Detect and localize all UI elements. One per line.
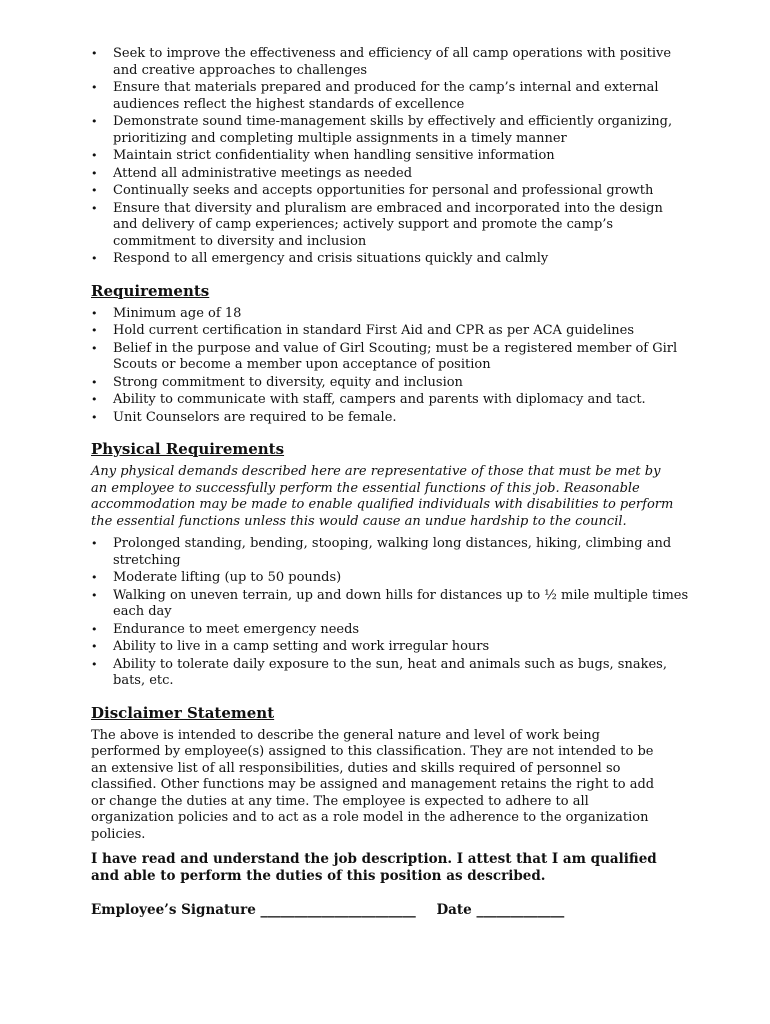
list-item: • Attend all administrative meetings as needed — [91, 165, 413, 181]
bullet-icon: • — [91, 47, 98, 60]
list-item: • Strong commitment to diversity, equity and inclusion — [91, 374, 463, 390]
physical-requirements-list — [91, 536, 691, 690]
list-item: • Ensure that materials prepared and produced for the camp’s internal and external audiences reflect the highest standards of excellence — [91, 80, 659, 112]
bullet-icon: • — [91, 306, 98, 320]
bullet-icon: • — [91, 201, 98, 215]
bullet-icon: • — [91, 166, 98, 180]
requirements-list — [91, 306, 691, 427]
physical-requirements-intro: Any physical demands described here are representative of those that must be met by an employee to successfully perform the essential functions of this job. Reasonable accommodation may be made to enable qualified individuals with disabilities to perform the essential functions unless this would cause an undue hardship to the council. — [91, 464, 674, 529]
list-item: • Unit Counselors are required to be female. — [91, 409, 397, 425]
bullet-icon: • — [91, 571, 98, 584]
list-item: • Walking on uneven terrain, up and down hills for distances up to ½ mile multiple times each day — [91, 587, 689, 619]
list-item: • Moderate lifting (up to 50 pounds) — [91, 570, 342, 585]
bullet-icon: • — [91, 184, 98, 197]
date-line[interactable]: _____________ — [476, 902, 565, 918]
list-item: • Demonstrate sound time-management skills by effectively and efficiently organizing, prioritizing and completing multiple assignments in a timely manner — [91, 114, 673, 146]
list-item: • Minimum age of 18 — [91, 305, 242, 321]
physical-requirements-heading: Physical Requirements — [91, 440, 285, 458]
disclaimer-heading: Disclaimer Statement — [91, 703, 275, 722]
bullet-icon: • — [91, 640, 98, 653]
date-label: Date — [436, 902, 472, 918]
bullet-icon: • — [91, 115, 98, 128]
bullet-icon: • — [91, 410, 98, 424]
bullet-icon: • — [91, 622, 98, 636]
bullet-icon: • — [91, 588, 98, 602]
list-item: • Hold current certification in standard First Aid and CPR as per ACA guidelines — [91, 323, 634, 338]
duties-list — [91, 46, 691, 268]
list-item: • Respond to all emergency and crisis situations quickly and calmly — [91, 251, 549, 266]
list-item: • Continually seeks and accepts opportunities for personal and professional growth — [91, 183, 654, 198]
list-item: • Ability to tolerate daily exposure to the sun, heat and animals such as bugs, snakes, bats, etc. — [91, 656, 667, 688]
list-item: • Ability to live in a camp setting and work irregular hours — [91, 639, 490, 654]
bullet-icon: • — [91, 324, 98, 337]
document-page — [91, 46, 691, 885]
employee-signature-label: Employee’s Signature — [91, 902, 256, 918]
bullet-icon: • — [91, 252, 98, 265]
list-item: • Prolonged standing, bending, stooping, walking long distances, hiking, climbing and stretching — [91, 536, 672, 568]
list-item: • Belief in the purpose and value of Girl Scouting; must be a registered member of Girl Scouts or become a member upon acceptance of position — [91, 340, 678, 372]
bullet-icon: • — [91, 341, 98, 355]
signature-row — [91, 902, 564, 918]
employee-signature-line[interactable]: _______________________ — [260, 902, 416, 918]
list-item: • Endurance to meet emergency needs — [91, 621, 360, 637]
list-item: • Ensure that diversity and pluralism are embraced and incorporated into the design and delivery of camp experiences; actively support and promote the camp’s commitment to diversity and inclusion — [91, 200, 663, 249]
bullet-icon: • — [91, 149, 98, 162]
attestation-statement: I have read and understand the job description. I attest that I am qualified and able to perform the duties of this position as described. — [91, 851, 657, 884]
list-item: • Maintain strict confidentiality when handling sensitive information — [91, 148, 555, 163]
bullet-icon: • — [91, 81, 98, 94]
disclaimer-body: The above is intended to describe the general nature and level of work being performed by employee(s) assigned to this classification. They are not intended to be an extensive list of all responsibilities, duties and skills required of personnel so classified. Other functions may be assigned and management retains the right to add or change the duties at any time. The employee is expected to adhere to all organization policies and to act as a role model in the adherence to the organization policies. — [91, 727, 655, 842]
bullet-icon: • — [91, 537, 98, 550]
requirements-heading: Requirements — [91, 281, 210, 300]
bullet-icon: • — [91, 393, 98, 406]
list-item: • Seek to improve the effectiveness and efficiency of all camp operations with positive and creative approaches to challenges — [91, 46, 672, 78]
bullet-icon: • — [91, 375, 98, 389]
bullet-icon: • — [91, 657, 98, 671]
list-item: • Ability to communicate with staff, campers and parents with diplomacy and tact. — [91, 392, 646, 407]
